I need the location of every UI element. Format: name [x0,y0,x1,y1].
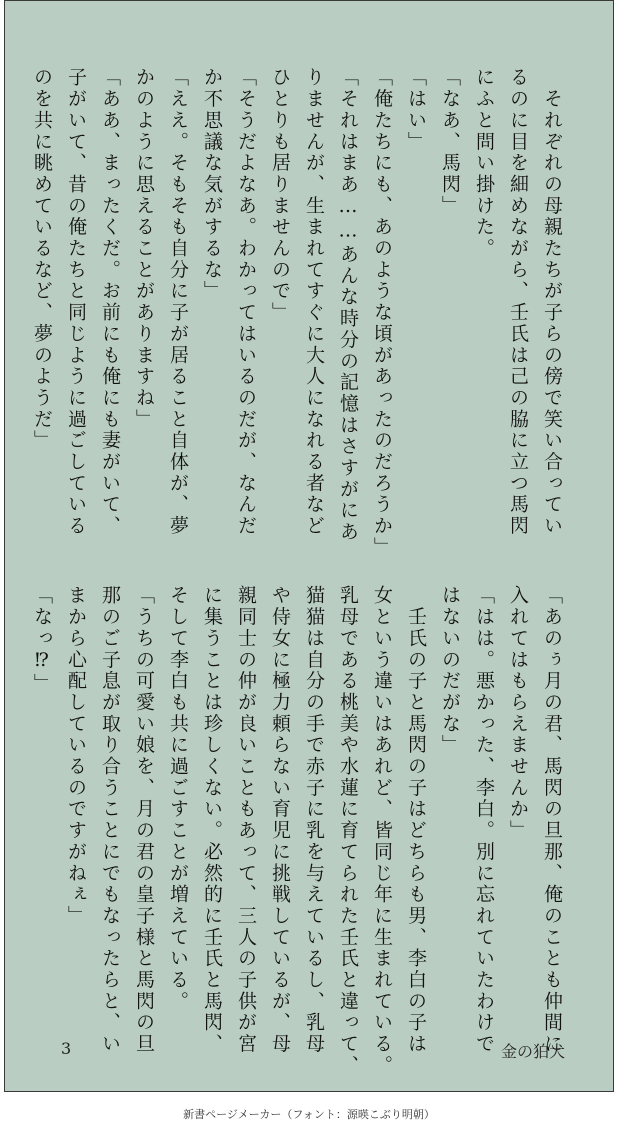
text-line: 「なあ、馬閃」 [439,67,461,217]
text-line: 「それはまあ……あんな時分の記憶はさすがにあ [337,67,359,543]
page-number: 3 [61,1039,72,1058]
upper-text-block [25,67,569,559]
lower-text-block [25,585,569,1077]
text-line: 「あのぅ月の君、馬閃の旦那、俺のことも仲間に [541,585,563,1055]
text-line: まから心配しているのですがねぇ」 [65,585,87,927]
text-line: はないのだがな」 [439,585,461,756]
text-line: に集うことは珍しくない。必然的に壬氏と馬閃、 [201,585,223,1055]
text-line: や侍女に極力頼らない育児に挑戦しているが、母 [269,585,291,1055]
text-line: にふと問い掛けた。 [473,67,495,260]
text-line: か不思議な気がするな」 [201,67,223,302]
book-page [4,0,614,1092]
book-title: 金の狛犬 [500,1042,565,1061]
text-line: 親同士の仲が良いこともあって、三人の子供が宮 [235,585,257,1055]
text-line: それぞれの母親たちが子らの傍で笑い合ってい [541,67,563,537]
text-line: ひとりも居りませんので」 [269,67,291,324]
text-line: 入れてはもらえませんか」 [507,585,529,842]
text-line: 「ええ。そもそも自分に子が居ること自体が、夢 [167,67,189,537]
text-line: 壬氏の子と馬閃の子はどちらも男、李白の子は [405,585,427,1055]
text-line: 猫猫は自分の手で赤子に乳を与えているし、乳母 [303,585,325,1055]
text-line: るのに目を細めながら、壬氏は己の脇に立つ馬閃 [507,67,529,537]
text-line: 「はは。悪かった、李白。別に忘れていたわけで [473,585,495,1055]
text-line: 女という違いはあれど、皆同じ年に生まれている。 [371,585,393,1077]
text-line: 那のご子息が取り合うことにでもなったらと、い [99,585,121,1055]
text-line: 「ああ、まったくだ。お前にも俺にも妻がいて、 [99,67,121,537]
text-line: かのように思えることがありますね」 [133,67,155,430]
text-line: 「はい」 [405,67,427,153]
text-line: そして李白も共に過ごすことが増えている。 [167,585,189,1012]
text-line: のを共に眺めているなど、夢のようだ」 [31,67,53,452]
text-line: 乳母である桃美や水蓮に育てられた壬氏と違って、 [337,585,359,1077]
text-line: 「そうだよなあ。わかってはいるのだが、なんだ [235,67,257,537]
text-line: 子がいて、昔の俺たちと同じように過ごしている [65,67,87,537]
text-line: 「うちの可愛い娘を、月の君の皇子様と馬閃の旦 [133,585,155,1055]
generator-credit: 新書ページメーカー（フォント：源暎こぶり明朝） [183,1108,435,1121]
text-line: 「なっ⁉」 [31,585,53,695]
text-line: りませんが、生まれてすぐに大人になれる者など [303,67,325,537]
text-line: 「俺たちにも、あのような頃があったのだろうか」 [371,67,393,559]
